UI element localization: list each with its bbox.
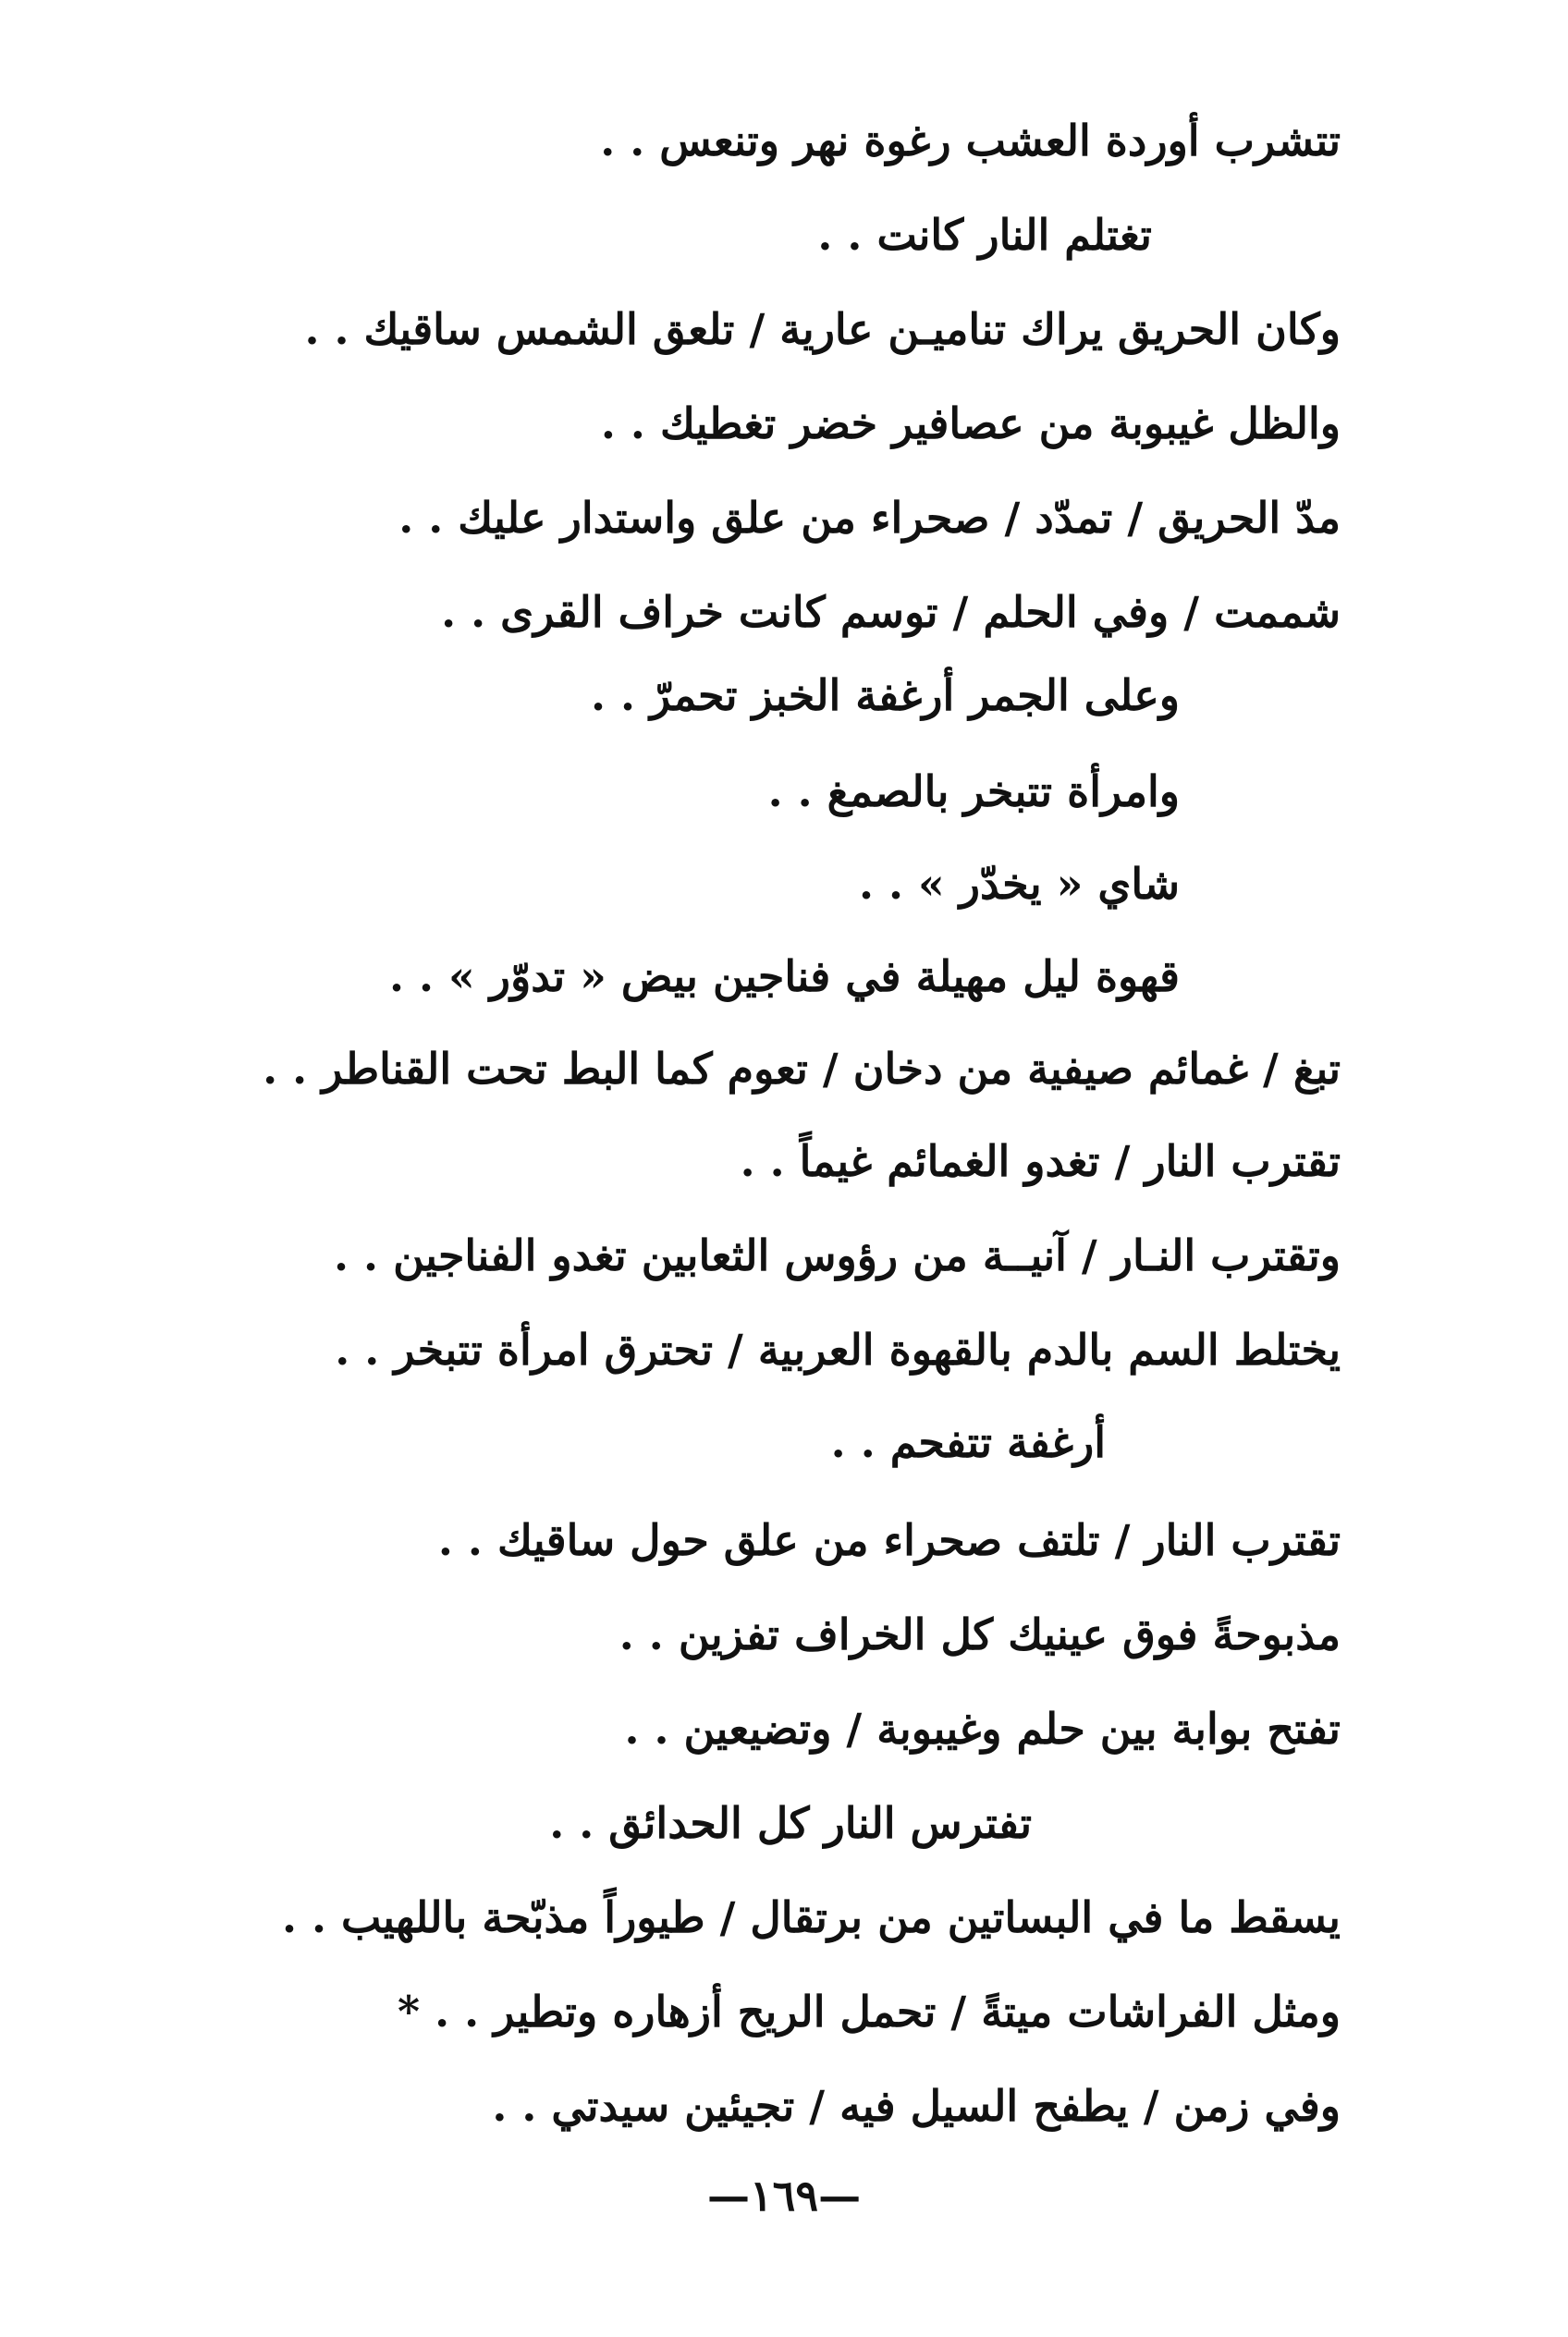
poem-line-19: تفترس النار كل الحدائق . . <box>549 1798 1032 1848</box>
poem-line-15: أرغفة تتفحم . . <box>830 1417 1106 1467</box>
poem-line-1: تتشرب أوردة العشب رغوة نهر وتنعس . . <box>600 116 1341 165</box>
poem-line-21: ومثل الفراشات ميتةً / تحمل الريح أزهاره وتطير . . * <box>398 1987 1341 2037</box>
poem-line-14: يختلط السم بالدم بالقهوة العربية / تحترق امرأة تتبخر . . <box>335 1325 1341 1375</box>
poem-line-13: وتقترب النـار / آنيــة من رؤوس الثعابين تغدو الفناجين . . <box>334 1230 1341 1280</box>
poem-line-16: تقترب النار / تلتف صحراء من علق حول ساقيك . . <box>437 1515 1341 1565</box>
poem-line-5: مدّ الحريق / تمدّد / صحراء من علق واستدار عليك . . <box>398 493 1341 543</box>
poem-line-18: تفتح بوابة بين حلم وغيبوبة / وتضيعين . . <box>624 1704 1341 1754</box>
poem-line-2: تغتلم النار كانت . . <box>817 210 1152 260</box>
poem-line-8: وامرأة تتبخر بالصمغ . . <box>767 766 1180 816</box>
poem-line-22: وفي زمن / يطفح السيل فيه / تجيئين سيدتي . . <box>492 2081 1341 2131</box>
poem-line-6: شممت / وفي الحلم / توسم كانت خراف القرى . . <box>441 587 1341 637</box>
poem-line-9: شاي « يخدّر » . . <box>858 859 1180 909</box>
poem-line-12: تقترب النار / تغدو الغمائم غيماً . . <box>740 1136 1341 1186</box>
poem-line-10: قهوة ليل مهيلة في فناجين بيض « تدوّر » . . <box>388 951 1180 1001</box>
poem-line-7: وعلى الجمر أرغفة الخبز تحمرّ . . <box>590 670 1180 720</box>
poem-line-4: والظل غيبوبة من عصافير خضر تغطيك . . <box>600 398 1341 448</box>
poem-line-3: وكان الحريق يراك تناميـن عارية / تلعق الشمس ساقيك . . <box>304 304 1341 354</box>
poem-line-17: مذبوحةً فوق عينيك كل الخراف تفزين . . <box>619 1609 1341 1659</box>
poem-line-20: يسقط ما في البساتين من برتقال / طيوراً مذبّحة باللهيب . . <box>281 1892 1341 1942</box>
page-number: —١٦٩— <box>706 2171 862 2221</box>
poem-line-11: تبغ / غمائم صيفية من دخان / تعوم كما البط تحت القناطر . . <box>263 1044 1341 1094</box>
